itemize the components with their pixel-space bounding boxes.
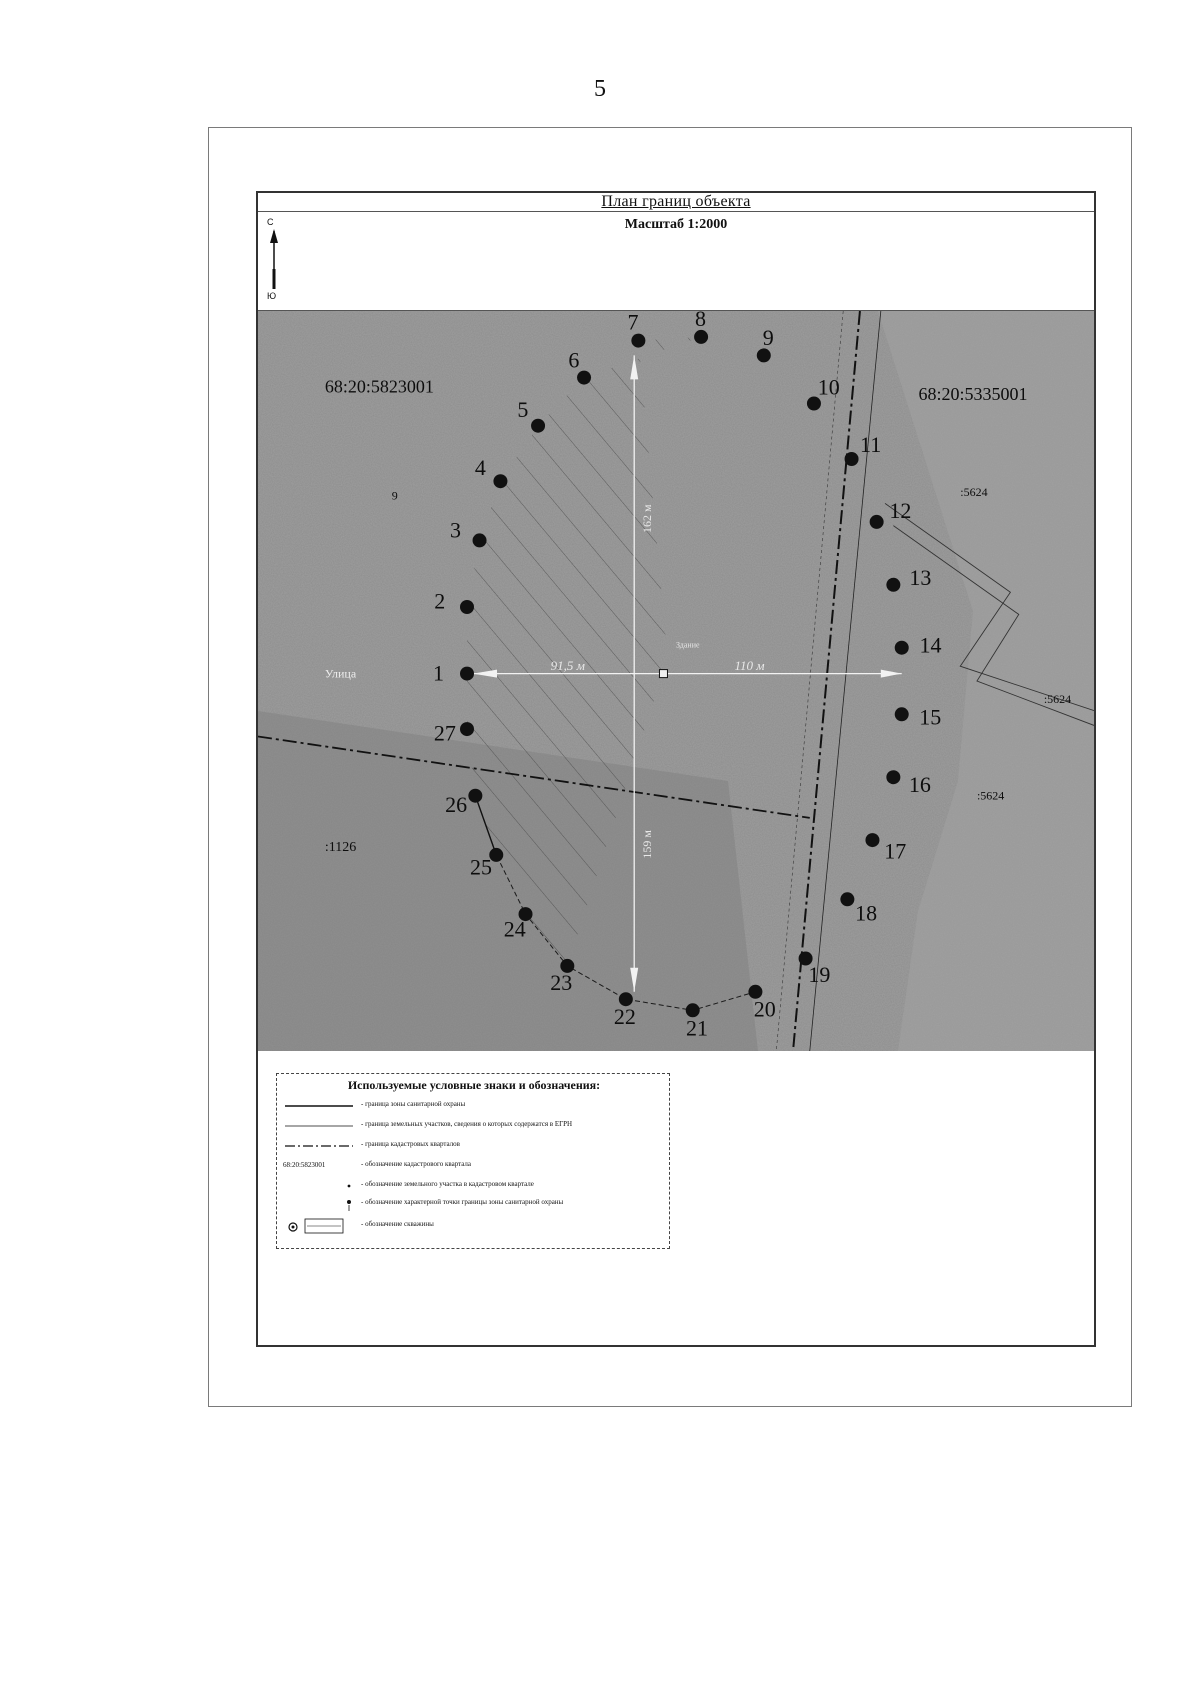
- point-5-label: 5: [517, 396, 529, 422]
- point-15-label: 15: [919, 704, 942, 730]
- dimension-label: 110 м: [734, 657, 765, 673]
- legend-text: - граница кадастровых кварталов: [361, 1140, 460, 1148]
- parcel-label: :1126: [324, 840, 357, 856]
- point-9-marker: [757, 348, 771, 362]
- plan-scale: Масштаб 1:2000: [624, 217, 728, 232]
- small-mark-icon: [283, 1178, 355, 1194]
- map-area: [258, 311, 1094, 1051]
- point-19-label: 19: [808, 961, 831, 987]
- plan-frame: [256, 191, 1096, 1347]
- point-mark-icon: [283, 1196, 355, 1212]
- legend-text: - обозначение скважины: [361, 1220, 434, 1228]
- south-label: Ю: [267, 291, 277, 301]
- point-18-label: 18: [855, 900, 878, 926]
- point-14-label: 14: [919, 632, 942, 658]
- point-7-marker: [631, 334, 645, 348]
- point-25-label: 25: [469, 854, 492, 880]
- quarter-label: 68:20:5823001: [324, 376, 434, 397]
- solid-line-icon: [283, 1098, 355, 1114]
- point-22-label: 22: [613, 1003, 636, 1029]
- point-8-marker: [694, 330, 708, 344]
- well-label: Здание: [676, 640, 700, 650]
- north-label: С: [267, 217, 274, 227]
- point-18-marker: [840, 892, 854, 906]
- point-2-marker: [460, 600, 474, 614]
- point-16-marker: [886, 770, 900, 784]
- legend-text: - обозначение кадастрового квартала: [361, 1160, 472, 1168]
- title-rule: [258, 211, 1094, 212]
- quarter-label: 68:20:5335001: [918, 383, 1028, 404]
- point-6-marker: [577, 371, 591, 385]
- point-10-label: 10: [817, 374, 840, 400]
- dimension-label: 159 м: [639, 830, 654, 859]
- point-7-label: 7: [627, 311, 639, 335]
- north-arrow-icon: [266, 217, 282, 303]
- point-17-label: 17: [884, 838, 907, 864]
- point-26-label: 26: [445, 792, 468, 818]
- point-23-label: 23: [550, 969, 573, 995]
- legend-text: - обозначение земельного участка в кадастровом квартале: [361, 1180, 534, 1188]
- map-canvas: [258, 311, 1094, 1051]
- thin-line-icon: [283, 1118, 355, 1134]
- point-3-label: 3: [450, 517, 462, 543]
- quarter-number-sample: 68:20:5823001: [283, 1161, 326, 1169]
- plan-header: [258, 193, 1094, 311]
- point-16-label: 16: [908, 771, 931, 797]
- legend-item: [283, 1178, 663, 1194]
- parcel-label: :5624: [976, 788, 1005, 803]
- legend-text: - обозначение характерной точки границы зоны санитарной охраны: [361, 1198, 564, 1206]
- point-11-marker: [845, 452, 859, 466]
- point-17-marker: [865, 833, 879, 847]
- point-11-label: 11: [860, 432, 882, 458]
- legend-item: [283, 1098, 663, 1114]
- point-21-label: 21: [686, 1015, 709, 1041]
- dash-dot-line-icon: [283, 1138, 355, 1154]
- point-3-marker: [473, 533, 487, 547]
- point-27-marker: [460, 722, 474, 736]
- legend-box: [276, 1073, 670, 1249]
- point-13-marker: [886, 578, 900, 592]
- point-12-label: 12: [889, 498, 912, 524]
- parcel-label: :5624: [1043, 692, 1072, 707]
- well-icon: [283, 1218, 355, 1234]
- point-13-label: 13: [909, 564, 932, 590]
- dimension-label: 162 м: [639, 504, 654, 533]
- point-5-marker: [531, 419, 545, 433]
- point-20-label: 20: [753, 996, 776, 1022]
- point-8-label: 8: [695, 311, 707, 331]
- legend-item: [283, 1118, 663, 1134]
- parcel-label: Улица: [324, 666, 357, 681]
- dimension-label: 91,5 м: [550, 657, 585, 673]
- point-27-label: 27: [433, 720, 456, 746]
- point-4-label: 4: [474, 454, 486, 480]
- point-12-marker: [870, 515, 884, 529]
- legend-item: [283, 1138, 663, 1154]
- legend-text: - граница зоны санитарной охраны: [361, 1100, 466, 1108]
- point-26-marker: [468, 789, 482, 803]
- point-6-label: 6: [568, 347, 580, 373]
- legend-item: [283, 1196, 663, 1212]
- point-14-marker: [895, 641, 909, 655]
- legend-title: Используемые условные знаки и обозначения:: [347, 1078, 601, 1092]
- point-1-marker: [460, 667, 474, 681]
- point-1-label: 1: [433, 660, 444, 686]
- page-number: 5: [594, 76, 606, 102]
- parcel-label: :5624: [960, 485, 988, 499]
- parcel-label: 9: [391, 488, 398, 503]
- point-4-marker: [493, 474, 507, 488]
- legend-item: [283, 1218, 663, 1234]
- legend-text: - граница земельных участков, сведения о которых содержатся в ЕГРН: [361, 1120, 573, 1128]
- well-icon: [659, 670, 667, 678]
- legend-item: [283, 1158, 663, 1174]
- plan-title: План границ объекта: [601, 193, 751, 210]
- point-9-label: 9: [762, 325, 774, 351]
- point-2-label: 2: [434, 588, 446, 614]
- point-24-label: 24: [503, 916, 526, 942]
- point-15-marker: [895, 707, 909, 721]
